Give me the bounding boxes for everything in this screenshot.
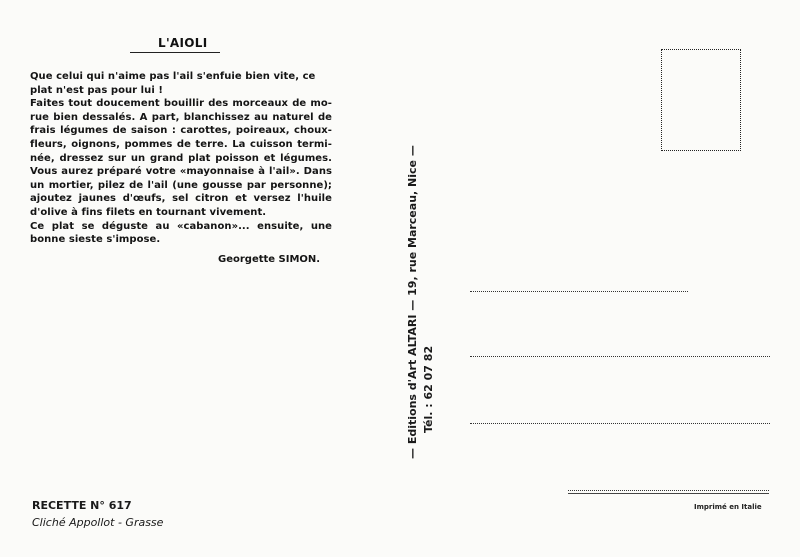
- publisher-phone: Tél. : 62 07 82: [422, 345, 435, 433]
- printed-in-label: Imprimé en Italie: [694, 503, 762, 511]
- recipe-line: un mortier, pilez de l'ail (une gousse par personne);: [30, 179, 332, 191]
- recipe-line: Ce plat se déguste au «cabanon»... ensuite, une: [30, 220, 332, 232]
- address-line: [568, 490, 769, 491]
- address-line: [470, 423, 770, 424]
- recipe-line: née, dressez sur un grand plat poisson et légumes.: [30, 152, 332, 164]
- recipe-line: Vous aurez préparé votre «mayonnaise à l'ail». Dans: [30, 166, 332, 178]
- address-line: [470, 291, 688, 292]
- recipe-line: fleurs, oignons, pommes de terre. La cuisson termi-: [30, 138, 332, 150]
- recipe-number: RECETTE N° 617: [32, 499, 132, 512]
- publisher-address: — Editions d'Art ALTARI — 19, rue Marceau, Nice —: [406, 145, 419, 459]
- publisher-imprint: [406, 99, 446, 459]
- recipe-line: rue bien dessalés. A part, blanchissez au naturel de: [30, 111, 332, 123]
- recipe-line: d'olive à fins filets en tournant vivement.: [30, 206, 267, 218]
- address-underline: [568, 493, 769, 494]
- photo-credit: Cliché Appollot - Grasse: [32, 516, 164, 529]
- recipe-line: Que celui qui n'aime pas l'ail s'enfuie bien vite, ce: [30, 71, 316, 82]
- recipe-line: plat n'est pas pour lui !: [30, 84, 163, 96]
- recipe-title: L'AIOLI: [158, 36, 208, 50]
- recipe-line: frais légumes de saison : carottes, poireaux, choux-: [30, 125, 332, 137]
- recipe-line: ajoutez jaunes d'œufs, sel citron et versez l'huile: [30, 193, 332, 205]
- title-underline: [130, 52, 220, 53]
- address-line: [470, 356, 770, 357]
- recipe-signature: Georgette SIMON.: [218, 254, 321, 265]
- recipe-line: bonne sieste s'impose.: [30, 234, 161, 246]
- stamp-box: [661, 49, 741, 151]
- recipe-text: [30, 70, 332, 247]
- recipe-line: Faites tout doucement bouillir des morceaux de mo-: [30, 98, 332, 110]
